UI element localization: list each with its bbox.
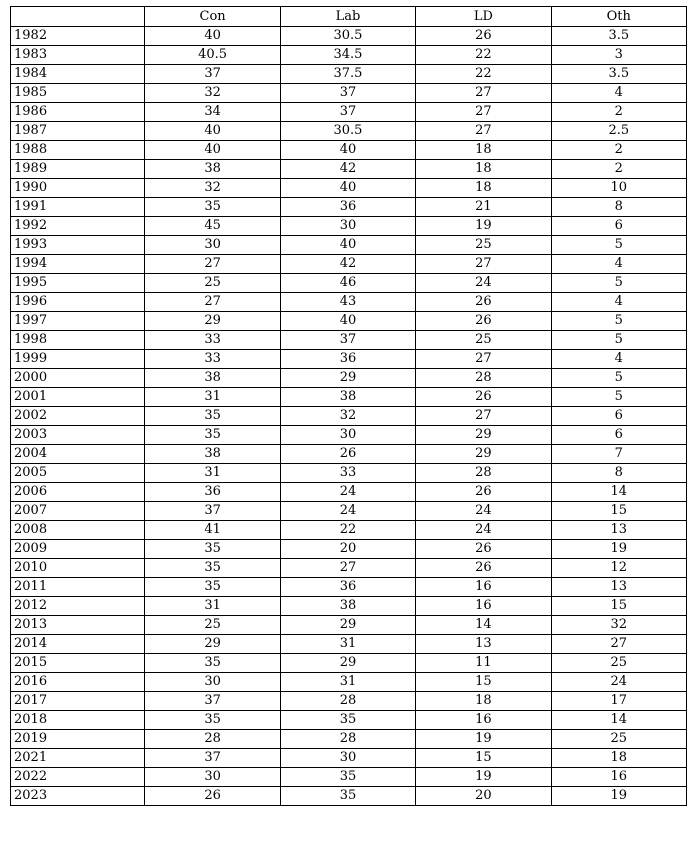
year-cell: 2019 <box>11 730 145 749</box>
ld-value-cell: 26 <box>416 388 551 407</box>
oth-value-cell: 3.5 <box>551 27 686 46</box>
con-value-cell: 28 <box>145 730 280 749</box>
table-row <box>11 293 687 312</box>
lab-value-cell: 40 <box>280 179 415 198</box>
ld-value-cell: 19 <box>416 217 551 236</box>
oth-value-cell: 14 <box>551 483 686 502</box>
oth-value-cell: 5 <box>551 236 686 255</box>
year-cell: 1999 <box>11 350 145 369</box>
lab-value-cell: 32 <box>280 407 415 426</box>
year-cell: 1984 <box>11 65 145 84</box>
oth-value-cell: 4 <box>551 255 686 274</box>
ld-value-cell: 25 <box>416 331 551 350</box>
header-row <box>11 7 687 27</box>
year-cell: 2010 <box>11 559 145 578</box>
year-cell: 2006 <box>11 483 145 502</box>
lab-value-cell: 27 <box>280 559 415 578</box>
year-cell: 2022 <box>11 768 145 787</box>
ld-value-cell: 26 <box>416 293 551 312</box>
oth-value-cell: 5 <box>551 369 686 388</box>
ld-value-cell: 15 <box>416 749 551 768</box>
oth-value-cell: 2.5 <box>551 122 686 141</box>
ld-value-cell: 22 <box>416 46 551 65</box>
lab-value-cell: 30 <box>280 749 415 768</box>
ld-value-cell: 21 <box>416 198 551 217</box>
table-row <box>11 160 687 179</box>
results-table <box>10 6 687 806</box>
ld-value-cell: 26 <box>416 27 551 46</box>
oth-value-cell: 15 <box>551 502 686 521</box>
lab-value-cell: 20 <box>280 540 415 559</box>
lab-value-cell: 34.5 <box>280 46 415 65</box>
oth-value-cell: 27 <box>551 635 686 654</box>
con-value-cell: 27 <box>145 293 280 312</box>
lab-value-cell: 46 <box>280 274 415 293</box>
table-row <box>11 749 687 768</box>
lab-value-cell: 36 <box>280 578 415 597</box>
oth-value-cell: 10 <box>551 179 686 198</box>
oth-value-cell: 25 <box>551 730 686 749</box>
lab-value-cell: 35 <box>280 787 415 806</box>
table-row <box>11 483 687 502</box>
ld-value-cell: 14 <box>416 616 551 635</box>
ld-value-cell: 19 <box>416 768 551 787</box>
lab-value-cell: 36 <box>280 350 415 369</box>
con-value-cell: 35 <box>145 578 280 597</box>
lab-value-cell: 24 <box>280 502 415 521</box>
con-value-cell: 38 <box>145 445 280 464</box>
oth-value-cell: 2 <box>551 141 686 160</box>
oth-value-cell: 2 <box>551 103 686 122</box>
year-cell: 2002 <box>11 407 145 426</box>
table-row <box>11 521 687 540</box>
con-value-cell: 31 <box>145 464 280 483</box>
ld-value-cell: 26 <box>416 312 551 331</box>
oth-value-cell: 5 <box>551 388 686 407</box>
table-row <box>11 141 687 160</box>
table-row <box>11 426 687 445</box>
table-row <box>11 692 687 711</box>
ld-value-cell: 24 <box>416 502 551 521</box>
year-cell: 1985 <box>11 84 145 103</box>
year-cell: 1992 <box>11 217 145 236</box>
oth-value-cell: 19 <box>551 787 686 806</box>
lab-value-cell: 42 <box>280 160 415 179</box>
table-row <box>11 103 687 122</box>
ld-value-cell: 28 <box>416 464 551 483</box>
ld-value-cell: 11 <box>416 654 551 673</box>
table-row <box>11 445 687 464</box>
con-value-cell: 30 <box>145 236 280 255</box>
ld-value-cell: 18 <box>416 692 551 711</box>
con-value-cell: 35 <box>145 407 280 426</box>
con-value-cell: 35 <box>145 540 280 559</box>
lab-value-cell: 30 <box>280 217 415 236</box>
con-value-cell: 26 <box>145 787 280 806</box>
lab-value-cell: 37.5 <box>280 65 415 84</box>
year-cell: 1997 <box>11 312 145 331</box>
ld-value-cell: 27 <box>416 84 551 103</box>
con-value-cell: 35 <box>145 198 280 217</box>
con-value-cell: 35 <box>145 654 280 673</box>
lab-value-cell: 29 <box>280 654 415 673</box>
table-row <box>11 768 687 787</box>
ld-value-cell: 16 <box>416 597 551 616</box>
lab-value-cell: 35 <box>280 768 415 787</box>
oth-value-cell: 8 <box>551 464 686 483</box>
oth-value-cell: 25 <box>551 654 686 673</box>
table-row <box>11 464 687 483</box>
lab-value-cell: 31 <box>280 635 415 654</box>
header-oth: Oth <box>551 7 686 27</box>
con-value-cell: 32 <box>145 179 280 198</box>
oth-value-cell: 13 <box>551 521 686 540</box>
table-row <box>11 597 687 616</box>
oth-value-cell: 6 <box>551 217 686 236</box>
table-row <box>11 274 687 293</box>
ld-value-cell: 19 <box>416 730 551 749</box>
table-row <box>11 388 687 407</box>
con-value-cell: 25 <box>145 274 280 293</box>
con-value-cell: 33 <box>145 350 280 369</box>
con-value-cell: 31 <box>145 597 280 616</box>
con-value-cell: 34 <box>145 103 280 122</box>
oth-value-cell: 5 <box>551 312 686 331</box>
lab-value-cell: 30.5 <box>280 27 415 46</box>
ld-value-cell: 26 <box>416 483 551 502</box>
oth-value-cell: 12 <box>551 559 686 578</box>
oth-value-cell: 15 <box>551 597 686 616</box>
oth-value-cell: 3.5 <box>551 65 686 84</box>
year-cell: 1983 <box>11 46 145 65</box>
oth-value-cell: 19 <box>551 540 686 559</box>
year-cell: 1988 <box>11 141 145 160</box>
lab-value-cell: 28 <box>280 692 415 711</box>
con-value-cell: 40.5 <box>145 46 280 65</box>
year-cell: 2004 <box>11 445 145 464</box>
con-value-cell: 30 <box>145 768 280 787</box>
header-corner-cell <box>11 7 145 27</box>
oth-value-cell: 8 <box>551 198 686 217</box>
lab-value-cell: 35 <box>280 711 415 730</box>
year-cell: 2015 <box>11 654 145 673</box>
lab-value-cell: 28 <box>280 730 415 749</box>
table-row <box>11 312 687 331</box>
oth-value-cell: 17 <box>551 692 686 711</box>
con-value-cell: 30 <box>145 673 280 692</box>
oth-value-cell: 4 <box>551 350 686 369</box>
con-value-cell: 35 <box>145 426 280 445</box>
year-cell: 2001 <box>11 388 145 407</box>
ld-value-cell: 27 <box>416 255 551 274</box>
table-row <box>11 673 687 692</box>
ld-value-cell: 24 <box>416 521 551 540</box>
year-cell: 1996 <box>11 293 145 312</box>
table-row <box>11 198 687 217</box>
ld-value-cell: 29 <box>416 426 551 445</box>
table-row <box>11 46 687 65</box>
con-value-cell: 31 <box>145 388 280 407</box>
ld-value-cell: 16 <box>416 578 551 597</box>
year-cell: 2021 <box>11 749 145 768</box>
lab-value-cell: 40 <box>280 236 415 255</box>
ld-value-cell: 22 <box>416 65 551 84</box>
lab-value-cell: 31 <box>280 673 415 692</box>
ld-value-cell: 16 <box>416 711 551 730</box>
con-value-cell: 41 <box>145 521 280 540</box>
con-value-cell: 40 <box>145 122 280 141</box>
year-cell: 1991 <box>11 198 145 217</box>
lab-value-cell: 29 <box>280 369 415 388</box>
year-cell: 1982 <box>11 27 145 46</box>
table-row <box>11 502 687 521</box>
table-row <box>11 217 687 236</box>
con-value-cell: 27 <box>145 255 280 274</box>
table-body <box>11 27 687 806</box>
year-cell: 1993 <box>11 236 145 255</box>
lab-value-cell: 33 <box>280 464 415 483</box>
ld-value-cell: 26 <box>416 559 551 578</box>
ld-value-cell: 18 <box>416 141 551 160</box>
con-value-cell: 37 <box>145 65 280 84</box>
ld-value-cell: 18 <box>416 160 551 179</box>
con-value-cell: 37 <box>145 749 280 768</box>
table-row <box>11 540 687 559</box>
con-value-cell: 45 <box>145 217 280 236</box>
year-cell: 2000 <box>11 369 145 388</box>
table-row <box>11 331 687 350</box>
oth-value-cell: 14 <box>551 711 686 730</box>
table-row <box>11 27 687 46</box>
lab-value-cell: 43 <box>280 293 415 312</box>
ld-value-cell: 25 <box>416 236 551 255</box>
oth-value-cell: 5 <box>551 274 686 293</box>
lab-value-cell: 22 <box>280 521 415 540</box>
year-cell: 1994 <box>11 255 145 274</box>
ld-value-cell: 27 <box>416 407 551 426</box>
ld-value-cell: 24 <box>416 274 551 293</box>
year-cell: 2017 <box>11 692 145 711</box>
year-cell: 1998 <box>11 331 145 350</box>
con-value-cell: 40 <box>145 27 280 46</box>
oth-value-cell: 7 <box>551 445 686 464</box>
table-row <box>11 635 687 654</box>
ld-value-cell: 26 <box>416 540 551 559</box>
con-value-cell: 33 <box>145 331 280 350</box>
ld-value-cell: 20 <box>416 787 551 806</box>
con-value-cell: 40 <box>145 141 280 160</box>
year-cell: 2023 <box>11 787 145 806</box>
year-cell: 1989 <box>11 160 145 179</box>
ld-value-cell: 29 <box>416 445 551 464</box>
ld-value-cell: 28 <box>416 369 551 388</box>
oth-value-cell: 4 <box>551 84 686 103</box>
table-row <box>11 787 687 806</box>
year-cell: 2013 <box>11 616 145 635</box>
lab-value-cell: 36 <box>280 198 415 217</box>
table-row <box>11 65 687 84</box>
lab-value-cell: 38 <box>280 597 415 616</box>
oth-value-cell: 18 <box>551 749 686 768</box>
lab-value-cell: 26 <box>280 445 415 464</box>
con-value-cell: 35 <box>145 559 280 578</box>
table-row <box>11 730 687 749</box>
year-cell: 2005 <box>11 464 145 483</box>
con-value-cell: 29 <box>145 312 280 331</box>
lab-value-cell: 37 <box>280 103 415 122</box>
year-cell: 2009 <box>11 540 145 559</box>
con-value-cell: 35 <box>145 711 280 730</box>
lab-value-cell: 30.5 <box>280 122 415 141</box>
table-row <box>11 350 687 369</box>
con-value-cell: 25 <box>145 616 280 635</box>
lab-value-cell: 40 <box>280 312 415 331</box>
year-cell: 2014 <box>11 635 145 654</box>
table-row <box>11 578 687 597</box>
lab-value-cell: 24 <box>280 483 415 502</box>
table-row <box>11 616 687 635</box>
table-row <box>11 236 687 255</box>
lab-value-cell: 29 <box>280 616 415 635</box>
table-row <box>11 84 687 103</box>
table-row <box>11 711 687 730</box>
ld-value-cell: 18 <box>416 179 551 198</box>
oth-value-cell: 6 <box>551 407 686 426</box>
con-value-cell: 36 <box>145 483 280 502</box>
year-cell: 2003 <box>11 426 145 445</box>
con-value-cell: 37 <box>145 502 280 521</box>
oth-value-cell: 24 <box>551 673 686 692</box>
con-value-cell: 38 <box>145 160 280 179</box>
ld-value-cell: 13 <box>416 635 551 654</box>
year-cell: 2016 <box>11 673 145 692</box>
year-cell: 1987 <box>11 122 145 141</box>
con-value-cell: 38 <box>145 369 280 388</box>
lab-value-cell: 37 <box>280 84 415 103</box>
table-row <box>11 407 687 426</box>
year-cell: 1986 <box>11 103 145 122</box>
con-value-cell: 29 <box>145 635 280 654</box>
con-value-cell: 37 <box>145 692 280 711</box>
header-lab: Lab <box>280 7 415 27</box>
ld-value-cell: 15 <box>416 673 551 692</box>
year-cell: 2018 <box>11 711 145 730</box>
year-cell: 2008 <box>11 521 145 540</box>
table-row <box>11 559 687 578</box>
table-row <box>11 179 687 198</box>
ld-value-cell: 27 <box>416 122 551 141</box>
oth-value-cell: 32 <box>551 616 686 635</box>
year-cell: 2012 <box>11 597 145 616</box>
oth-value-cell: 6 <box>551 426 686 445</box>
table-row <box>11 255 687 274</box>
oth-value-cell: 5 <box>551 331 686 350</box>
lab-value-cell: 38 <box>280 388 415 407</box>
table-row <box>11 654 687 673</box>
lab-value-cell: 40 <box>280 141 415 160</box>
oth-value-cell: 13 <box>551 578 686 597</box>
oth-value-cell: 16 <box>551 768 686 787</box>
year-cell: 1990 <box>11 179 145 198</box>
header-con: Con <box>145 7 280 27</box>
year-cell: 2011 <box>11 578 145 597</box>
ld-value-cell: 27 <box>416 103 551 122</box>
ld-value-cell: 27 <box>416 350 551 369</box>
year-cell: 1995 <box>11 274 145 293</box>
lab-value-cell: 30 <box>280 426 415 445</box>
oth-value-cell: 4 <box>551 293 686 312</box>
year-cell: 2007 <box>11 502 145 521</box>
table-row <box>11 122 687 141</box>
oth-value-cell: 3 <box>551 46 686 65</box>
oth-value-cell: 2 <box>551 160 686 179</box>
table-row <box>11 369 687 388</box>
lab-value-cell: 37 <box>280 331 415 350</box>
con-value-cell: 32 <box>145 84 280 103</box>
header-ld: LD <box>416 7 551 27</box>
lab-value-cell: 42 <box>280 255 415 274</box>
